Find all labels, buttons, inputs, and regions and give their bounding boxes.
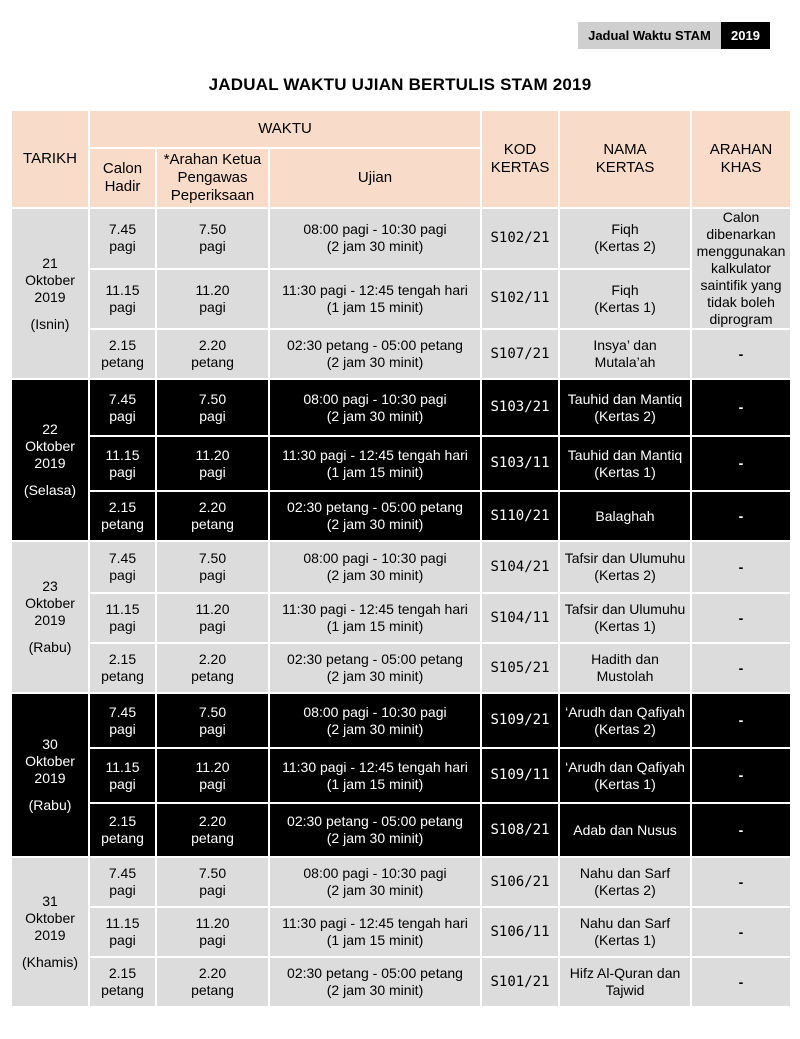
calon-hadir-time: 11.15 pagi: [105, 758, 140, 792]
nama-kertas-title: ‘Arudh dan Qafiyah: [565, 703, 685, 720]
kod-kertas-cell: S106/11: [482, 908, 558, 956]
exam-weekday: (Rabu): [28, 797, 72, 813]
calon-hadir-time: 2.15 petang: [101, 499, 144, 532]
date-cell: [12, 694, 88, 856]
nama-kertas-title: Nahu dan Sarf: [579, 865, 671, 881]
table-row: [12, 908, 790, 956]
calon-hadir-cell: [90, 594, 155, 642]
table-row: [12, 804, 790, 856]
arahan-ketua-time: 7.50 pagi: [198, 550, 227, 583]
ujian-time-range: 08:00 pagi - 10:30 pagi: [303, 703, 447, 720]
ujian-duration: (2 jam 30 minit): [326, 516, 424, 532]
nama-kertas-subtitle: Mustolah: [596, 668, 654, 684]
calon-hadir-cell: [90, 858, 155, 906]
ujian-duration: (2 jam 30 minit): [326, 882, 424, 898]
nama-kertas-title: Insya’ dan: [593, 337, 657, 353]
calon-hadir-cell: [90, 749, 155, 802]
kod-kertas-cell: S102/11: [482, 270, 558, 329]
ujian-time-range: 02:30 petang - 05:00 petang: [287, 651, 463, 667]
arahan-ketua-cell: [157, 908, 268, 956]
arahan-khas-cell: -: [692, 694, 790, 747]
col-header-tarikh: TARIKH: [12, 111, 88, 207]
ujian-time-range: 11:30 pagi - 12:45 tengah hari: [282, 915, 468, 931]
table-row: [12, 330, 790, 378]
nama-kertas-title: Tauhid dan Mantiq: [567, 446, 683, 463]
calon-hadir-cell: [90, 270, 155, 329]
kod-kertas-cell: S104/21: [482, 542, 558, 592]
calon-hadir-cell: [90, 380, 155, 435]
exam-weekday: (Rabu): [28, 639, 72, 655]
nama-kertas-subtitle: (Kertas 2): [594, 407, 656, 424]
arahan-ketua-time: 11.20 pagi: [195, 758, 230, 792]
nama-kertas-cell: [560, 749, 690, 802]
page-title: JADUAL WAKTU UJIAN BERTULIS STAM 2019: [208, 75, 592, 94]
nama-kertas-subtitle: (Kertas 2): [594, 567, 656, 583]
nama-kertas-cell: [560, 330, 690, 378]
nama-kertas-cell: [560, 858, 690, 906]
arahan-ketua-cell: [157, 594, 268, 642]
arahan-ketua-time: 7.50 pagi: [198, 390, 227, 424]
arahan-ketua-time: 11.20 pagi: [195, 281, 230, 315]
arahan-ketua-time: 2.20 petang: [191, 499, 234, 532]
arahan-khas-cell: -: [692, 908, 790, 956]
nama-kertas-title: Hifz Al-Quran dan: [569, 965, 681, 981]
nama-kertas-subtitle: (Kertas 2): [594, 882, 656, 898]
calon-hadir-time: 7.45 pagi: [108, 865, 137, 898]
nama-kertas-title: Nahu dan Sarf: [579, 915, 671, 931]
header-year: 2019: [721, 22, 770, 49]
arahan-khas-cell: Calon dibenarkan menggunakan kalkulator saintifik yang tidak boleh diprogram: [692, 209, 790, 328]
arahan-ketua-time: 7.50 pagi: [198, 865, 227, 898]
table-row: [12, 270, 790, 329]
kod-kertas-label: KOD KERTAS: [490, 141, 550, 176]
arahan-khas-cell: -: [692, 644, 790, 692]
exam-timetable: [10, 109, 792, 1008]
arahan-ketua-cell: [157, 209, 268, 268]
ujian-duration: (1 jam 15 minit): [326, 298, 424, 315]
calon-hadir-time: 7.45 pagi: [108, 550, 137, 583]
exam-date: 22 Oktober 2019: [25, 421, 75, 471]
date-cell: [12, 542, 88, 692]
ujian-time-range: 08:00 pagi - 10:30 pagi: [303, 221, 447, 238]
calon-hadir-label: Calon Hadir: [102, 160, 143, 195]
arahan-ketua-time: 2.20 petang: [191, 337, 234, 370]
exam-date: 23 Oktober 2019: [25, 578, 75, 628]
arahan-ketua-cell: [157, 492, 268, 540]
arahan-ketua-time: 11.20 pagi: [195, 915, 230, 948]
nama-kertas-title: Fiqh: [611, 281, 639, 298]
ujian-cell: [270, 858, 480, 906]
nama-kertas-subtitle: (Kertas 1): [594, 618, 656, 634]
nama-kertas-title: ‘Arudh dan Qafiyah: [565, 758, 685, 775]
ujian-time-range: 02:30 petang - 05:00 petang: [287, 499, 463, 515]
calon-hadir-time: 7.45 pagi: [108, 221, 137, 255]
nama-kertas-cell: [560, 209, 690, 268]
arahan-ketua-cell: [157, 270, 268, 329]
nama-kertas-subtitle: (Kertas 2): [594, 720, 656, 737]
calon-hadir-cell: [90, 804, 155, 856]
ujian-time-range: 02:30 petang - 05:00 petang: [287, 965, 463, 981]
arahan-khas-cell: -: [692, 542, 790, 592]
ujian-cell: [270, 908, 480, 956]
calon-hadir-time: 7.45 pagi: [108, 390, 137, 424]
ujian-duration: (2 jam 30 minit): [326, 407, 424, 424]
kod-kertas-cell: S109/11: [482, 749, 558, 802]
table-row: [12, 542, 790, 592]
nama-kertas-title: Fiqh: [611, 221, 639, 238]
kod-kertas-cell: S104/11: [482, 594, 558, 642]
ujian-cell: [270, 330, 480, 378]
ujian-time-range: 11:30 pagi - 12:45 tengah hari: [282, 601, 468, 617]
table-row: [12, 749, 790, 802]
arahan-ketua-cell: [157, 749, 268, 802]
col-header-arahan-khas: [692, 111, 790, 207]
table-row: [12, 492, 790, 540]
nama-kertas-title: Adab dan Nusus: [573, 821, 677, 838]
arahan-ketua-time: 7.50 pagi: [198, 703, 227, 737]
nama-kertas-subtitle: (Kertas 1): [594, 932, 656, 948]
ujian-cell: [270, 694, 480, 747]
arahan-ketua-time: 7.50 pagi: [198, 221, 227, 255]
timetable-body: [12, 209, 790, 1006]
nama-kertas-subtitle: (Kertas 1): [594, 463, 656, 480]
calon-hadir-time: 7.45 pagi: [108, 703, 137, 737]
arahan-ketua-label: *Arahan Ketua Pengawas Peperiksaan: [163, 151, 262, 204]
arahan-ketua-cell: [157, 437, 268, 490]
nama-kertas-cell: [560, 380, 690, 435]
table-row: [12, 209, 790, 268]
ujian-time-range: 08:00 pagi - 10:30 pagi: [303, 865, 447, 881]
calon-hadir-cell: [90, 958, 155, 1006]
nama-kertas-title: Tafsir dan Ulumuhu: [564, 601, 686, 617]
nama-kertas-subtitle: (Kertas 1): [594, 298, 656, 315]
calon-hadir-cell: [90, 330, 155, 378]
calon-hadir-time: 11.15 pagi: [105, 601, 140, 634]
table-row: [12, 594, 790, 642]
kod-kertas-cell: S109/21: [482, 694, 558, 747]
nama-kertas-cell: [560, 694, 690, 747]
calon-hadir-time: 11.15 pagi: [105, 915, 140, 948]
ujian-cell: [270, 749, 480, 802]
ujian-time-range: 08:00 pagi - 10:30 pagi: [303, 390, 447, 407]
table-row: [12, 694, 790, 747]
arahan-ketua-cell: [157, 694, 268, 747]
arahan-khas-cell: -: [692, 594, 790, 642]
ujian-cell: [270, 270, 480, 329]
nama-kertas-cell: [560, 437, 690, 490]
kod-kertas-cell: S106/21: [482, 858, 558, 906]
nama-kertas-subtitle: (Kertas 1): [594, 775, 656, 792]
nama-kertas-cell: [560, 644, 690, 692]
ujian-time-range: 11:30 pagi - 12:45 tengah hari: [282, 758, 468, 775]
kod-kertas-cell: S103/11: [482, 437, 558, 490]
ujian-duration: (2 jam 30 minit): [326, 982, 424, 998]
exam-date: 30 Oktober 2019: [25, 736, 75, 786]
arahan-ketua-cell: [157, 804, 268, 856]
arahan-ketua-cell: [157, 330, 268, 378]
table-row: [12, 437, 790, 490]
calon-hadir-cell: [90, 908, 155, 956]
ujian-cell: [270, 804, 480, 856]
nama-kertas-label: NAMA KERTAS: [595, 141, 655, 176]
ujian-cell: [270, 380, 480, 435]
ujian-cell: [270, 644, 480, 692]
document-header-tag: [578, 22, 770, 49]
arahan-ketua-time: 2.20 petang: [191, 651, 234, 684]
calon-hadir-cell: [90, 644, 155, 692]
nama-kertas-cell: [560, 492, 690, 540]
ujian-time-range: 11:30 pagi - 12:45 tengah hari: [282, 446, 468, 463]
calon-hadir-cell: [90, 542, 155, 592]
kod-kertas-cell: S110/21: [482, 492, 558, 540]
exam-date: 31 Oktober 2019: [25, 893, 75, 943]
nama-kertas-cell: [560, 542, 690, 592]
arahan-khas-cell: -: [692, 958, 790, 1006]
col-header-nama-kertas: [560, 111, 690, 207]
col-header-waktu: WAKTU: [90, 111, 480, 147]
ujian-time-range: 11:30 pagi - 12:45 tengah hari: [282, 281, 468, 298]
arahan-khas-cell: -: [692, 380, 790, 435]
arahan-ketua-cell: [157, 380, 268, 435]
col-header-ujian: Ujian: [270, 149, 480, 207]
calon-hadir-time: 2.15 petang: [101, 813, 144, 846]
calon-hadir-time: 11.15 pagi: [105, 281, 140, 315]
ujian-duration: (2 jam 30 minit): [326, 354, 424, 370]
arahan-khas-cell: -: [692, 330, 790, 378]
nama-kertas-title: Hadith dan: [591, 651, 659, 667]
nama-kertas-subtitle: Mutala’ah: [594, 354, 656, 370]
kod-kertas-cell: S101/21: [482, 958, 558, 1006]
calon-hadir-time: 2.15 petang: [101, 651, 144, 684]
arahan-khas-cell: -: [692, 858, 790, 906]
exam-weekday: (Selasa): [23, 482, 77, 498]
col-header-calon-hadir: [90, 149, 155, 207]
arahan-ketua-cell: [157, 644, 268, 692]
date-cell: [12, 858, 88, 1006]
nama-kertas-subtitle: (Kertas 2): [594, 238, 656, 255]
kod-kertas-cell: S107/21: [482, 330, 558, 378]
arahan-khas-cell: -: [692, 492, 790, 540]
nama-kertas-cell: [560, 594, 690, 642]
table-row: [12, 644, 790, 692]
arahan-khas-cell: -: [692, 749, 790, 802]
ujian-cell: [270, 594, 480, 642]
calon-hadir-cell: [90, 492, 155, 540]
arahan-ketua-time: 11.20 pagi: [195, 601, 230, 634]
ujian-duration: (1 jam 15 minit): [326, 618, 424, 634]
kod-kertas-cell: S102/21: [482, 209, 558, 268]
calon-hadir-time: 11.15 pagi: [105, 446, 140, 480]
kod-kertas-cell: S105/21: [482, 644, 558, 692]
calon-hadir-time: 2.15 petang: [101, 337, 144, 370]
arahan-ketua-cell: [157, 858, 268, 906]
ujian-cell: [270, 958, 480, 1006]
exam-weekday: (Khamis): [21, 954, 78, 970]
nama-kertas-title: Balaghah: [595, 507, 655, 524]
exam-date: 21 Oktober 2019: [25, 254, 75, 305]
arahan-ketua-time: 2.20 petang: [191, 813, 234, 846]
date-cell: [12, 380, 88, 540]
ujian-cell: [270, 492, 480, 540]
arahan-ketua-cell: [157, 958, 268, 1006]
header-label: Jadual Waktu STAM: [578, 22, 721, 49]
nama-kertas-cell: [560, 804, 690, 856]
ujian-duration: (1 jam 15 minit): [326, 463, 424, 480]
ujian-duration: (1 jam 15 minit): [326, 775, 424, 792]
nama-kertas-title: Tafsir dan Ulumuhu: [564, 550, 686, 566]
nama-kertas-cell: [560, 270, 690, 329]
col-header-arahan-ketua: [157, 149, 268, 207]
table-row: [12, 858, 790, 906]
ujian-duration: (2 jam 30 minit): [326, 567, 424, 583]
arahan-khas-cell: -: [692, 437, 790, 490]
table-row: [12, 380, 790, 435]
kod-kertas-cell: S103/21: [482, 380, 558, 435]
ujian-cell: [270, 542, 480, 592]
calon-hadir-cell: [90, 694, 155, 747]
ujian-duration: (2 jam 30 minit): [326, 830, 424, 846]
ujian-duration: (1 jam 15 minit): [326, 932, 424, 948]
date-cell: [12, 209, 88, 378]
arahan-ketua-cell: [157, 542, 268, 592]
ujian-time-range: 02:30 petang - 05:00 petang: [287, 813, 463, 829]
ujian-duration: (2 jam 30 minit): [326, 668, 424, 684]
calon-hadir-cell: [90, 209, 155, 268]
nama-kertas-cell: [560, 958, 690, 1006]
arahan-khas-cell: -: [692, 804, 790, 856]
ujian-duration: (2 jam 30 minit): [326, 238, 424, 255]
ujian-cell: [270, 437, 480, 490]
ujian-duration: (2 jam 30 minit): [326, 720, 424, 737]
kod-kertas-cell: S108/21: [482, 804, 558, 856]
ujian-time-range: 02:30 petang - 05:00 petang: [287, 337, 463, 353]
nama-kertas-title: Tauhid dan Mantiq: [567, 390, 683, 407]
nama-kertas-subtitle: Tajwid: [605, 982, 645, 998]
col-header-kod-kertas: [482, 111, 558, 207]
arahan-khas-label: ARAHAN KHAS: [709, 141, 773, 176]
exam-weekday: (Isnin): [30, 315, 70, 332]
ujian-cell: [270, 209, 480, 268]
calon-hadir-time: 2.15 petang: [101, 965, 144, 998]
nama-kertas-cell: [560, 908, 690, 956]
ujian-time-range: 08:00 pagi - 10:30 pagi: [303, 550, 447, 566]
table-row: [12, 958, 790, 1006]
arahan-ketua-time: 11.20 pagi: [195, 446, 230, 480]
arahan-ketua-time: 2.20 petang: [191, 965, 234, 998]
calon-hadir-cell: [90, 437, 155, 490]
